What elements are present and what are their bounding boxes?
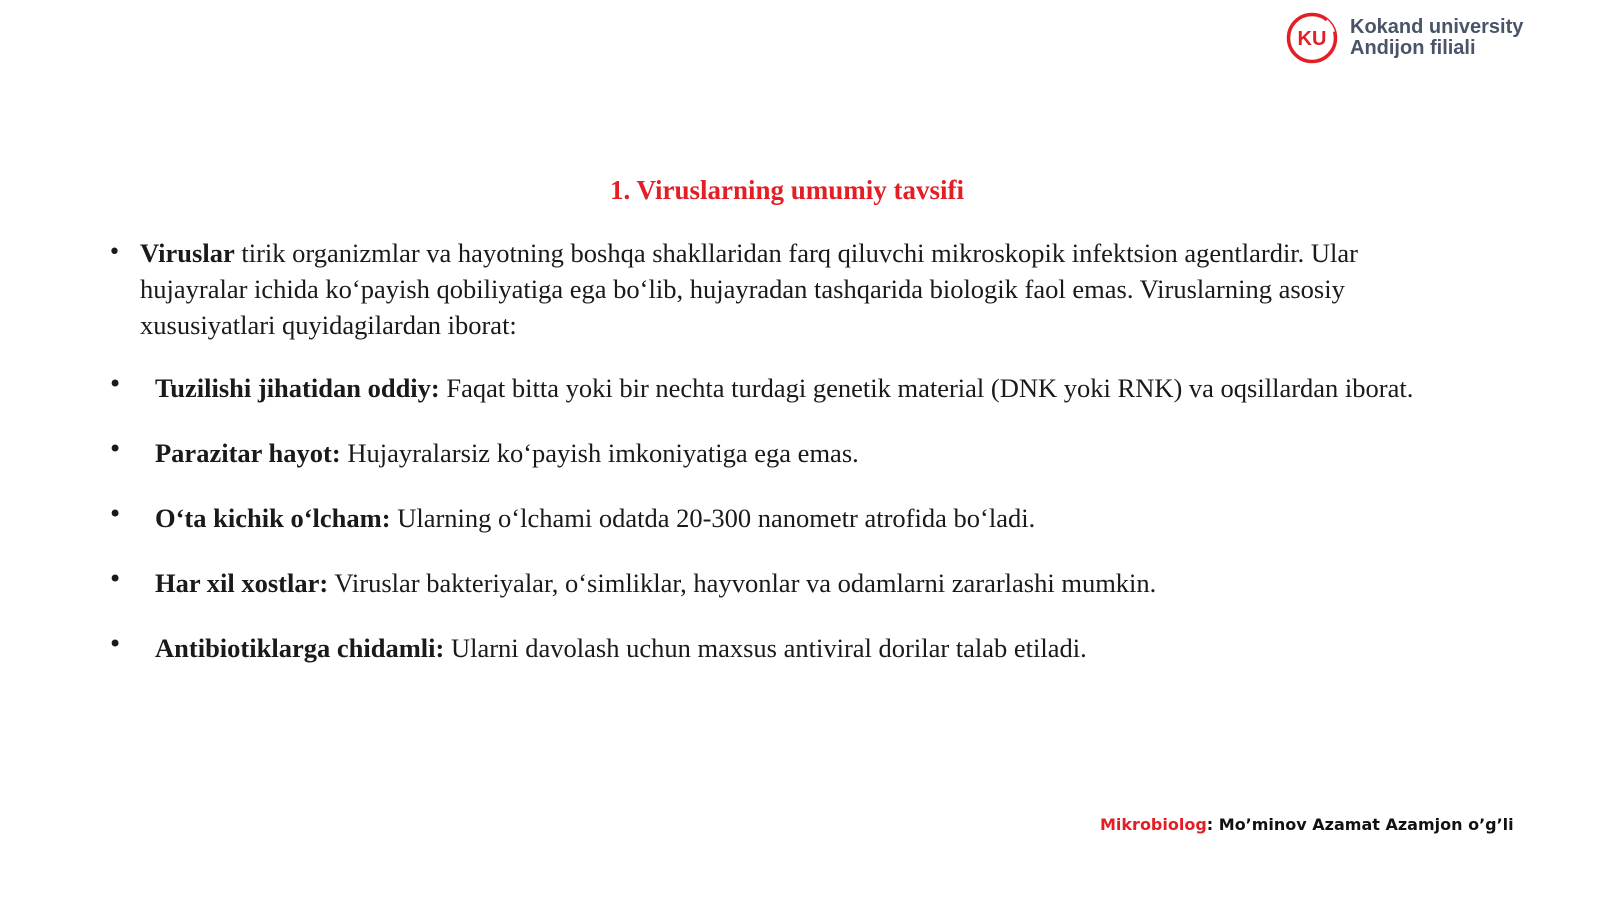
list-item-body [155, 500, 1448, 536]
author-credit [1100, 815, 1514, 835]
list-item [108, 370, 1448, 406]
slide-title: 1. Viruslarning umumiy tavsifi [609, 175, 965, 205]
list-item-term: Har xil xostlar: [155, 568, 329, 598]
list-item-body [155, 630, 1448, 666]
intro-paragraph [108, 235, 1468, 343]
logo-text [1350, 17, 1523, 59]
list-item-text: Hujayralarsiz ko‘payish imkoniyatiga ega emas. [340, 438, 859, 468]
logo-line-university: Kokand university [1350, 16, 1524, 38]
list-item [108, 565, 1448, 601]
bullet-icon: • [108, 370, 123, 398]
logo-mark-text: KU [1297, 28, 1327, 50]
bullet-icon: • [108, 500, 123, 528]
list-item-term: Antibiotiklarga chidamli: [155, 633, 445, 663]
author-role: Mikrobiolog [1100, 815, 1207, 834]
properties-list [108, 370, 1448, 695]
list-item [108, 630, 1448, 666]
author-name: Mo’minov Azamat Azamjon o’g’li [1218, 815, 1514, 834]
intro-body [140, 235, 1468, 343]
list-item-term: Parazitar hayot: [155, 438, 341, 468]
author-separator: : [1206, 815, 1219, 834]
list-item-term: Tuzilishi jihatidan oddiy: [155, 373, 440, 403]
intro-term: Viruslar [140, 238, 235, 268]
list-item-body [155, 370, 1448, 406]
university-logo [1286, 12, 1523, 64]
list-item [108, 500, 1448, 536]
list-item-text: Viruslar bakteriyalar, o‘simliklar, hayvonlar va odamlarni zararlashi mumkin. [328, 568, 1157, 598]
bullet-icon: • [108, 565, 123, 593]
list-item-text: Ularni davolash uchun maxsus antiviral dorilar talab etiladi. [444, 633, 1087, 663]
intro-text: tirik organizmlar va hayotning boshqa shakllaridan farq qiluvchi mikroskopik infektsion agentlardir. Ular hujayralar ichida ko‘payish qobiliyatiga ega bo‘lib, hujayradan tashqarida biologik faol emas. Viruslarning asosiy xususiyatlari quyidagilardan iborat: [140, 238, 1359, 340]
list-item [108, 435, 1448, 471]
logo-line-branch: Andijon filiali [1350, 37, 1476, 59]
list-item-text: Ularning o‘lchami odatda 20-300 nanometr atrofida bo‘ladi. [390, 503, 1036, 533]
ku-logo-icon [1286, 12, 1338, 64]
list-item-body [155, 565, 1448, 601]
bullet-icon: • [108, 240, 121, 265]
bullet-icon: • [108, 630, 123, 658]
bullet-icon: • [108, 435, 123, 463]
list-item-body [155, 435, 1448, 471]
list-item-text: Faqat bitta yoki bir nechta turdagi genetik material (DNK yoki RNK) va oqsillardan iborat. [439, 373, 1414, 403]
list-item-term: O‘ta kichik o‘lcham: [155, 503, 391, 533]
